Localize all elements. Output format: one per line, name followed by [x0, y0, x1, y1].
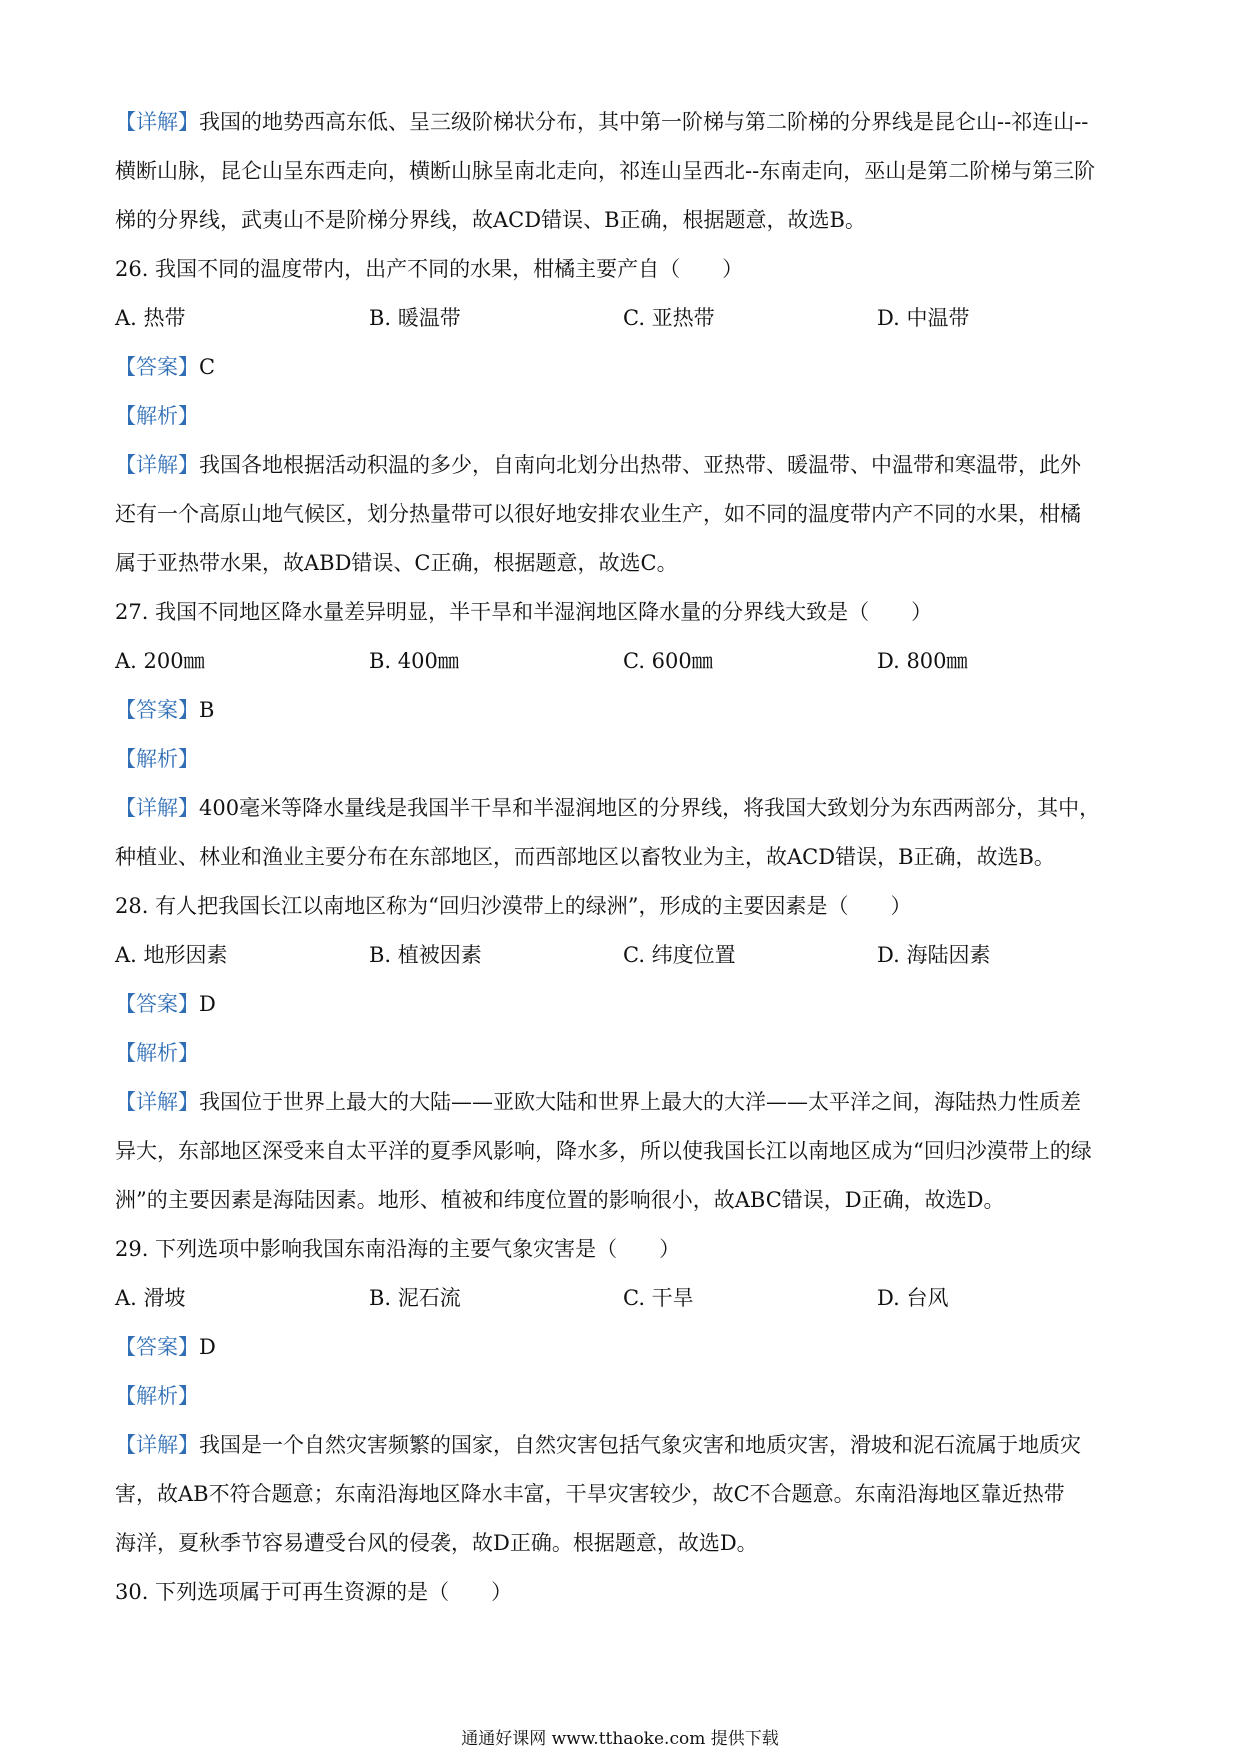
q30-question: 30. 下列选项属于可再生资源的是（ ）: [115, 1580, 513, 1604]
page-footer: 通通好课网 www.tthaoke.com 提供下载: [461, 1729, 779, 1749]
q29-detail-line-3: 海洋，夏秋季节容易遭受台风的侵袭，故D正确。根据题意，故选D。: [115, 1531, 758, 1555]
answer-value: C: [199, 355, 216, 379]
q29-answer: [115, 1323, 1135, 1372]
q26-option-d: D. 中温带: [877, 306, 970, 330]
answer-value: B: [199, 698, 215, 722]
analysis-tag: 【解析】: [115, 747, 199, 771]
q29-option-d: D. 台风: [877, 1286, 949, 1310]
q29-option-a: A. 滑坡: [115, 1286, 186, 1310]
q27-detail-line-1: 【详解】400毫米等降水量线是我国半干旱和半湿润地区的分界线，将我国大致划分为东西两部分，其中，: [115, 796, 1101, 820]
q29-detail-line-1: 【详解】我国是一个自然灾害频繁的国家，自然灾害包括气象灾害和地质灾害，滑坡和泥石流属于地质灾: [115, 1433, 1081, 1457]
q29-analysis: [115, 1372, 1135, 1421]
q25-detail-line-2: 横断山脉，昆仑山呈东西走向，横断山脉呈南北走向，祁连山呈西北--东南走向，巫山是第二阶梯与第三阶: [115, 159, 1096, 183]
q26-answer: [115, 343, 1135, 392]
q28-detail-line-3: 洲”的主要因素是海陆因素。地形、植被和纬度位置的影响很小，故ABC错误，D正确，故选D。: [115, 1188, 1005, 1212]
detail-tag: 【详解】: [115, 453, 199, 477]
q28-detail-line-1: 【详解】我国位于世界上最大的大陆——亚欧大陆和世界上最大的大洋——太平洋之间，海陆热力性质差: [115, 1090, 1081, 1114]
q28-options: [115, 931, 1135, 980]
analysis-tag: 【解析】: [115, 1041, 199, 1065]
q26-options: [115, 294, 1135, 343]
q28-detail-line-2: 异大，东部地区深受来自太平洋的夏季风影响，降水多，所以使我国长江以南地区成为“回归沙漠带上的绿: [115, 1139, 1092, 1163]
detail-tag: 【详解】: [115, 110, 199, 134]
q27-option-c: C. 600㎜: [623, 649, 713, 673]
analysis-tag: 【解析】: [115, 1384, 199, 1408]
q27-analysis: [115, 735, 1135, 784]
q27-answer: [115, 686, 1135, 735]
analysis-tag: 【解析】: [115, 404, 199, 428]
q26-detail-line-1: 【详解】我国各地根据活动积温的多少，自南向北划分出热带、亚热带、暖温带、中温带和寒温带，此外: [115, 453, 1081, 477]
document-page: [115, 98, 1135, 1617]
q26-option-c: C. 亚热带: [623, 306, 715, 330]
q28-analysis: [115, 1029, 1135, 1078]
q28-option-d: D. 海陆因素: [877, 943, 991, 967]
q29-option-c: C. 干旱: [623, 1286, 694, 1310]
q27-option-a: A. 200㎜: [115, 649, 205, 673]
q29-question: 29. 下列选项中影响我国东南沿海的主要气象灾害是（ ）: [115, 1237, 681, 1261]
q26-analysis: [115, 392, 1135, 441]
answer-value: D: [199, 992, 216, 1016]
q25-detail-line-3: 梯的分界线，武夷山不是阶梯分界线，故ACD错误、B正确，根据题意，故选B。: [115, 208, 866, 232]
answer-tag: 【答案】: [115, 698, 199, 722]
answer-tag: 【答案】: [115, 1335, 199, 1359]
q27-option-b: B. 400㎜: [369, 649, 459, 673]
answer-tag: 【答案】: [115, 992, 199, 1016]
q28-answer: [115, 980, 1135, 1029]
q26-option-b: B. 暖温带: [369, 306, 461, 330]
q27-options: [115, 637, 1135, 686]
answer-value: D: [199, 1335, 216, 1359]
q28-option-b: B. 植被因素: [369, 943, 482, 967]
answer-tag: 【答案】: [115, 355, 199, 379]
q28-question: 28. 有人把我国长江以南地区称为“回归沙漠带上的绿洲”，形成的主要因素是（ ）: [115, 894, 912, 918]
q27-detail-line-2: 种植业、林业和渔业主要分布在东部地区，而西部地区以畜牧业为主，故ACD错误，B正确，故选B。: [115, 845, 1055, 869]
q29-option-b: B. 泥石流: [369, 1286, 461, 1310]
detail-tag: 【详解】: [115, 1433, 199, 1457]
q26-detail-line-2: 还有一个高原山地气候区，划分热量带可以很好地安排农业生产，如不同的温度带内产不同的水果，柑橘: [115, 502, 1081, 526]
q26-question: 26. 我国不同的温度带内，出产不同的水果，柑橘主要产自（ ）: [115, 257, 744, 281]
q26-detail-line-3: 属于亚热带水果，故ABD错误、C正确，根据题意，故选C。: [115, 551, 678, 575]
q25-detail-line-1: 【详解】我国的地势西高东低、呈三级阶梯状分布，其中第一阶梯与第二阶梯的分界线是昆仑山--祁连山--: [115, 110, 1089, 134]
q28-option-a: A. 地形因素: [115, 943, 228, 967]
detail-tag: 【详解】: [115, 796, 199, 820]
detail-tag: 【详解】: [115, 1090, 199, 1114]
q28-option-c: C. 纬度位置: [623, 943, 736, 967]
q29-detail-line-2: 害，故AB不符合题意；东南沿海地区降水丰富，干旱灾害较少，故C不合题意。东南沿海地区靠近热带: [115, 1482, 1065, 1506]
q29-options: [115, 1274, 1135, 1323]
q26-option-a: A. 热带: [115, 306, 186, 330]
q27-question: 27. 我国不同地区降水量差异明显，半干旱和半湿润地区降水量的分界线大致是（ ）: [115, 600, 933, 624]
q27-option-d: D. 800㎜: [877, 649, 968, 673]
